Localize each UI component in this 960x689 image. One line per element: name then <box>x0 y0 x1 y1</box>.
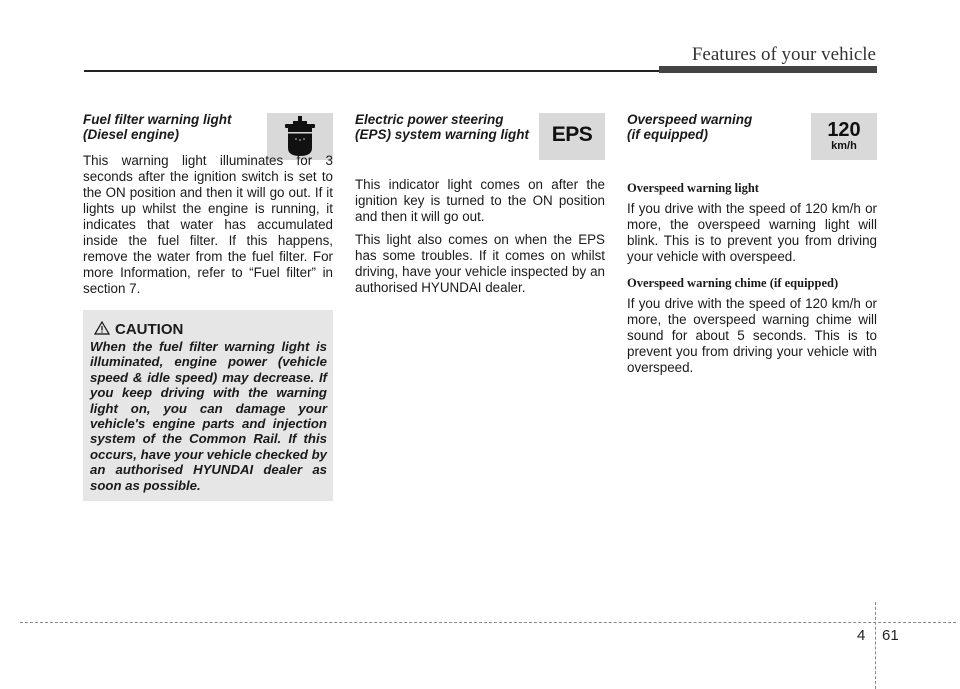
overspeed-title-line1: Overspeed warning <box>627 112 753 127</box>
caution-text: When the fuel filter warning light is illuminated, engine power (vehicle speed & idle speed) may decrease. If you keep driving with the warning light on, you can damage your vehicle's engine parts and injection system of the Common Rail. If this occurs, have your vehicle checked by an authorised HYUNDAI dealer as soon as possible. <box>90 339 327 493</box>
fuel-filter-paragraph: This warning light illuminates for 3 seconds after the ignition switch is set to the ON position and then it will go out. If it lights up whilst the engine is running, it indicates that water has accumulated inside the fuel filter. If this happens, remove the water from the fuel filter. For more Information, refer to “Fuel filter” in section 7. <box>83 153 333 296</box>
eps-icon-label: EPS <box>551 123 593 146</box>
eps-title-line1: Electric power steering <box>355 112 504 127</box>
overspeed-warning-icon <box>811 113 877 160</box>
overspeed-icon-number: 120 <box>827 119 861 141</box>
eps-title <box>355 112 529 142</box>
header-rule <box>84 70 659 72</box>
fuel-filter-body <box>83 153 333 304</box>
chapter-number: 4 <box>857 627 866 644</box>
fuel-filter-title-line2: (Diesel engine) <box>83 127 180 142</box>
overspeed-paragraph-1: If you drive with the speed of 120 km/h or more, the overspeed warning light will blink. This is to prevent you from driving your vehicle with overspeed. <box>627 201 877 264</box>
fuel-filter-title <box>83 112 232 142</box>
header-title: Features of your vehicle <box>691 44 876 65</box>
overspeed-paragraph-2: If you drive with the speed of 120 km/h or more, the overspeed warning chime will sound for about 5 seconds. This is to prevent you from driving your vehicle with overspeed. <box>627 296 877 375</box>
overspeed-body <box>627 180 877 383</box>
fuel-filter-title-line1: Fuel filter warning light <box>83 112 232 127</box>
overspeed-subheading-1: Overspeed warning light <box>627 181 759 195</box>
caution-heading: CAUTION <box>115 321 184 338</box>
overspeed-title-line2: (if equipped) <box>627 127 708 142</box>
overspeed-icon-unit: km/h <box>831 140 857 152</box>
eps-warning-icon <box>539 113 605 160</box>
eps-paragraph-2: This light also comes on when the EPS has some troubles. If it comes on whilst driving, have your vehicle inspected by an authorised HYUNDAI dealer. <box>355 232 605 295</box>
header-bar <box>659 66 877 73</box>
eps-paragraph-1: This indicator light comes on after the ignition key is turned to the ON position and then it will go out. <box>355 177 605 224</box>
footer-divider <box>875 602 876 689</box>
warning-triangle-icon <box>94 321 110 335</box>
footer-rule <box>20 622 956 623</box>
eps-title-line2: (EPS) system warning light <box>355 127 530 142</box>
overspeed-subheading-2: Overspeed warning chime (if equipped) <box>627 276 839 290</box>
overspeed-title <box>627 112 752 142</box>
page-number: 61 <box>882 627 899 644</box>
caution-box <box>83 310 333 501</box>
eps-body <box>355 177 605 303</box>
